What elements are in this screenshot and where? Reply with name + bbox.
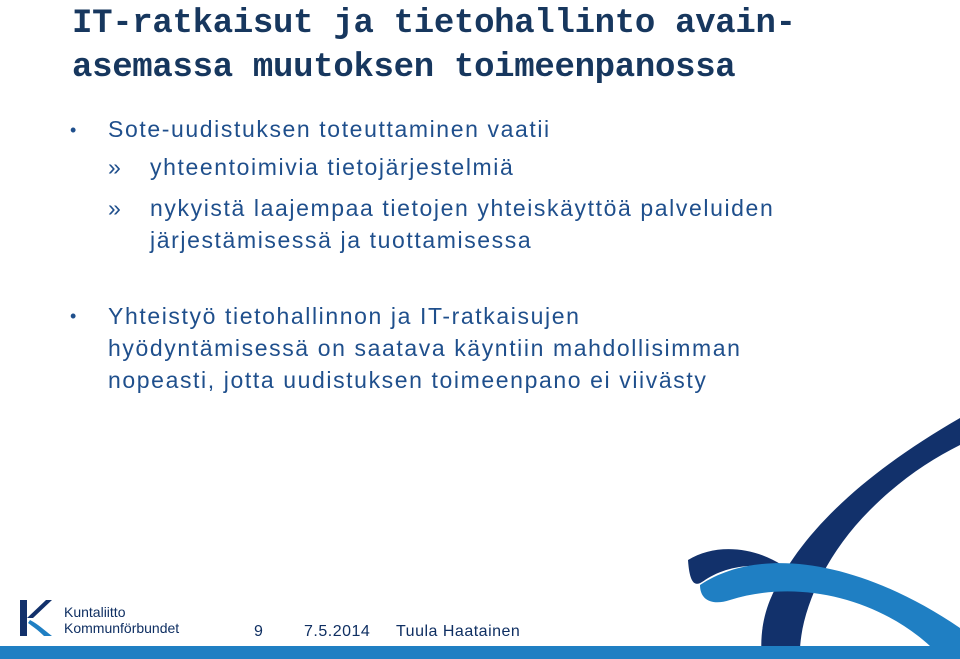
logo-text-line-2: Kommunförbundet xyxy=(64,620,180,636)
sub-bullet-marker-icon: » xyxy=(108,195,121,221)
sub-bullet-marker-icon: » xyxy=(108,154,121,180)
sub-bullet-2-line-1: nykyistä laajempaa tietojen yhteiskäyttöä palveluiden xyxy=(150,195,775,221)
ribbon-light-band xyxy=(700,563,960,646)
bullet-2-line-1: Yhteistyö tietohallinnon ja IT-ratkaisujen xyxy=(108,303,581,329)
kuntaliitto-logo xyxy=(16,596,186,642)
page-number: 9 xyxy=(254,623,264,640)
bullet-2-line-2: hyödyntämisessä on saatava käyntiin mahdollisimman xyxy=(108,335,742,361)
sub-bullet-1-line-1: yhteentoimivia tietojärjestelmiä xyxy=(150,154,515,180)
bullet-2-line-3: nopeasti, jotta uudistuksen toimeenpano ei viivästy xyxy=(108,367,708,393)
slide-title xyxy=(72,2,932,90)
bullet-dot-icon: • xyxy=(70,120,77,140)
footer-author: Tuula Haatainen xyxy=(396,623,521,640)
bottom-bar xyxy=(0,646,960,659)
logo-text-line-1: Kuntaliitto xyxy=(64,604,126,620)
footer-date: 7.5.2014 xyxy=(304,623,371,640)
title-line-2: asemassa muutoksen toimeenpanossa xyxy=(72,49,736,87)
bullet-dot-icon: • xyxy=(70,306,77,326)
sub-bullet-2-line-2: järjestämisessä ja tuottamisessa xyxy=(150,227,533,253)
bullet-1-text: Sote-uudistuksen toteuttaminen vaatii xyxy=(108,116,551,142)
logo-k-icon xyxy=(18,598,54,638)
title-line-1: IT-ratkaisut ja tietohallinto avain- xyxy=(72,5,796,43)
